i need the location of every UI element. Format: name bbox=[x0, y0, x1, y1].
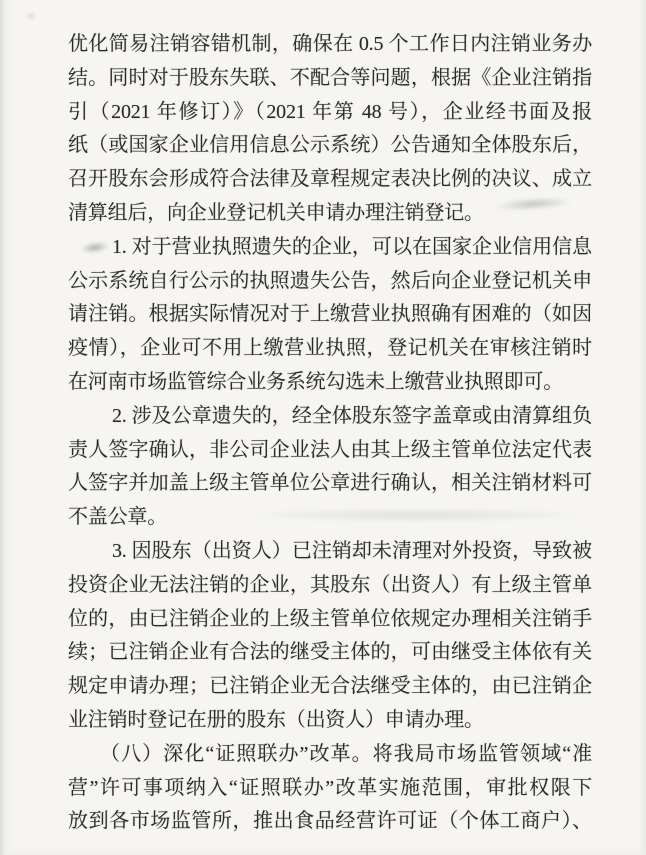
text-line: 在河南市场监管综合业务系统勾选未上缴营业执照即可。 bbox=[68, 370, 563, 393]
text-line: 清算组后，向企业登记机关申请办理注销登记。 bbox=[68, 201, 484, 224]
text-line: 业注销时登记在册的股东（出资人）申请办理。 bbox=[68, 708, 484, 731]
text-line: 不盖公章。 bbox=[68, 506, 167, 529]
scan-smudge bbox=[26, 12, 36, 20]
text-line: 引（2021 年修订）》（2021 年第 48 号），企业经书面及报 bbox=[68, 100, 592, 123]
text-line: 3. 因股东（出资人）已注销却未清理对外投资，导致被 bbox=[112, 539, 592, 562]
text-line: 营”许可事项纳入“证照联办”改革实施范围，审批权限下 bbox=[68, 776, 592, 799]
text-line: 2. 涉及公章遗失的，经全体股东签字盖章或由清算组负 bbox=[112, 404, 592, 427]
text-line: 结。同时对于股东失联、不配合等问题，根据《企业注销指 bbox=[68, 66, 592, 89]
text-line: 放到各市场监管所，推出食品经营许可证（个体工商户）、 bbox=[68, 810, 592, 833]
text-line: 位的，由已注销企业的上级主管单位依规定办理相关注销手 bbox=[68, 607, 592, 630]
text-line: 人签字并加盖上级主管单位公章进行确认，相关注销材料可 bbox=[68, 472, 592, 495]
text-line: 请注销。根据实际情况对于上缴营业执照确有困难的（如因 bbox=[68, 303, 592, 326]
text-line: 投资企业无法注销的企业，其股东（出资人）有上级主管单 bbox=[68, 573, 592, 596]
text-line: 1. 对于营业执照遗失的企业，可以在国家企业信用信息 bbox=[112, 235, 592, 258]
text-line: 规定申请办理；已注销企业无合法继受主体的，由已注销企 bbox=[68, 675, 592, 698]
text-line: 责人签字确认，非公司企业法人由其上级主管单位法定代表 bbox=[68, 438, 592, 461]
text-line: 召开股东会形成符合法律及章程规定表决比例的决议、成立 bbox=[68, 168, 592, 191]
text-line: 续；已注销企业有合法的继受主体的，可由继受主体依有关 bbox=[68, 641, 592, 664]
text-line: 公示系统自行公示的执照遗失公告，然后向企业登记机关申 bbox=[68, 269, 592, 292]
text-block bbox=[68, 28, 592, 839]
text-line: 疫情），企业可不用上缴营业执照，登记机关在审核注销时 bbox=[68, 337, 592, 360]
text-line: 纸（或国家企业信用信息公示系统）公告通知全体股东后， bbox=[68, 134, 592, 157]
text-line: 优化简易注销容错机制，确保在 0.5 个工作日内注销业务办 bbox=[68, 33, 592, 55]
text-line: （八）深化“证照联办”改革。将我局市场监管领域“准 bbox=[100, 742, 592, 765]
